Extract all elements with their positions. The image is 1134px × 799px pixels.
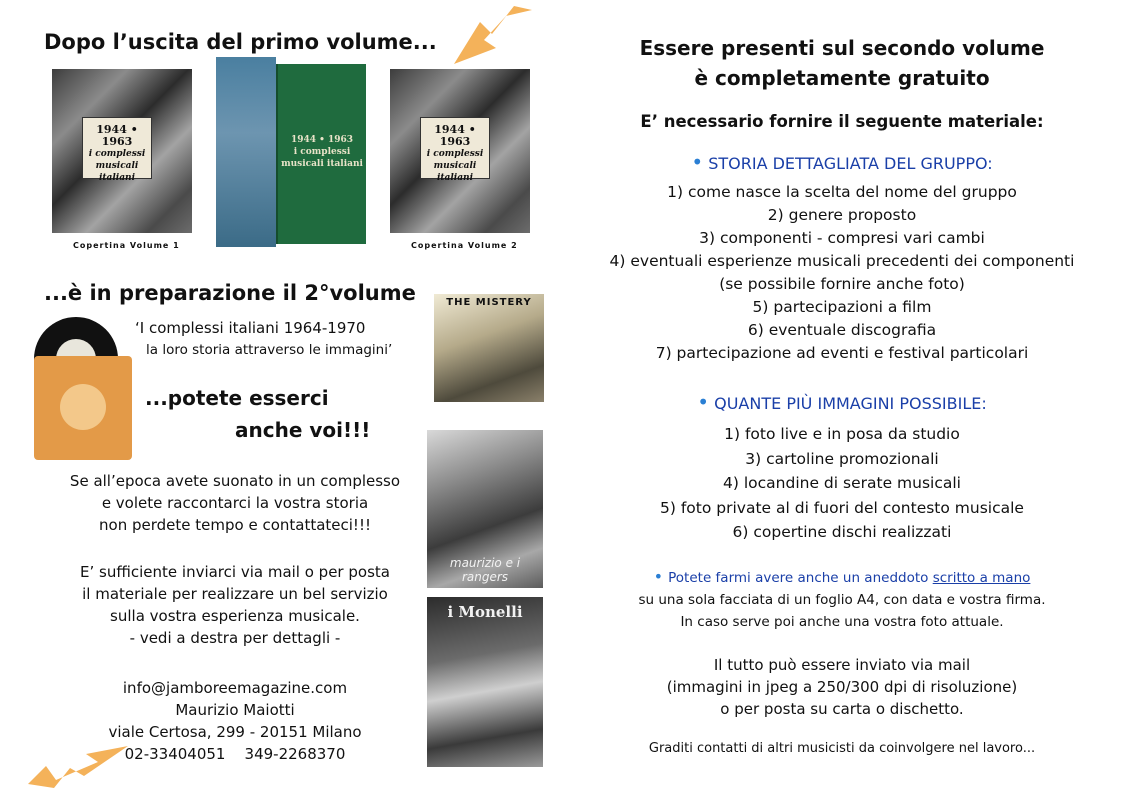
contact-address: viale Certosa, 299 - 20151 Milano <box>108 723 362 741</box>
arrow-icon <box>24 740 134 792</box>
list-item: 3) componenti - compresi vari cambi <box>699 229 985 247</box>
contact-phones: 02-33404051 349-2268370 <box>124 745 346 763</box>
vol2-subtitle: la loro storia attraverso le immagini’ <box>146 342 393 358</box>
right-title: Essere presenti sul secondo volume è completamente gratuito <box>639 36 1045 90</box>
list-item: 3) cartoline promozionali <box>745 449 939 468</box>
list-item: 2) genere proposto <box>767 206 917 224</box>
list-item: 5) foto private al di fuori del contesto musicale <box>660 498 1024 517</box>
bullet-icon: • <box>691 150 704 174</box>
closing-line: Graditi contatti di altri musicisti da coinvolgere nel lavoro... <box>648 741 1036 756</box>
section-history-heading: • STORIA DETTAGLIATA DEL GRUPPO: <box>691 150 993 174</box>
list-item: 7) partecipazione ad eventi e festival particolari <box>655 344 1029 362</box>
cover-1-caption: Copertina Volume 1 <box>73 241 180 250</box>
list-item: 4) eventuali esperienze musicali precedenti dei componenti <box>609 252 1075 270</box>
contact-name: Maurizio Maiotti <box>175 701 295 719</box>
list-item: 6) eventuale discografia <box>747 321 937 339</box>
list-item: 6) copertine dischi realizzati <box>732 523 952 541</box>
band-photo-monelli: i Monelli <box>427 597 543 767</box>
record-sleeve <box>34 356 132 460</box>
band-photo-mistery: THE MISTERY <box>434 294 544 402</box>
cover-2-caption: Copertina Volume 2 <box>411 241 518 250</box>
vol2-title: ‘I complessi italiani 1964-1970 <box>135 319 366 337</box>
section-history-list <box>582 181 1102 365</box>
list-item: 1) come nasce la scelta del nome del gruppo <box>667 183 1017 201</box>
section-images-list <box>582 422 1102 545</box>
sending-info: Il tutto può essere inviato via mail (immagini in jpeg a 250/300 dpi di risoluzione) o per posta su carta o dischetto. <box>666 656 1018 718</box>
box-spine <box>216 57 276 247</box>
list-item: 5) partecipazioni a film <box>752 298 932 316</box>
requirements-intro: E’ necessario fornire il seguente materiale: <box>640 112 1044 131</box>
list-item: 4) locandine di serate musicali <box>723 474 961 492</box>
left-title: Dopo l’uscita del primo volume... <box>44 30 437 54</box>
list-item: 1) foto live e in posa da studio <box>724 425 960 443</box>
bullet-icon: • <box>697 390 710 414</box>
bullet-icon: • <box>653 567 664 586</box>
intro-paragraph: Se all’epoca avete suonato in un complesso e volete raccontarci la vostra storia non perdete tempo e contattateci!!! <box>69 472 401 534</box>
contact-email[interactable]: info@jamboreemagazine.com <box>122 679 348 697</box>
arrow-icon <box>440 4 540 74</box>
cta-line-2: anche voi!!! <box>235 418 371 442</box>
prep-heading: ...è in preparazione il 2°volume <box>44 281 416 305</box>
anecdote-block: • Potete farmi avere anche un aneddoto scritto a mano su una sola facciata di un foglio A4, con data e vostra firma. In caso serve poi anche una vostra foto attuale. <box>638 567 1046 630</box>
box-set: 1944 • 1963 i complessi musicali italiani <box>276 64 366 244</box>
list-item: (se possibile fornire anche foto) <box>719 275 965 293</box>
cta-line-1: ...potete esserci <box>145 386 329 410</box>
cover-volume-2: 1944 • 1963 i complessi musicali italiani <box>390 69 530 233</box>
band-photo-rangers: maurizio e i rangers <box>427 430 543 588</box>
instructions-paragraph: E’ sufficiente inviarci via mail o per posta il materiale per realizzare un bel servizio sulla vostra esperienza musicale. - vedi a destra per dettagli - <box>80 563 390 647</box>
handwritten-link: scritto a mano <box>932 570 1031 586</box>
cover-volume-1: 1944 • 1963 i complessi musicali italiani <box>52 69 192 233</box>
section-images-heading: • QUANTE PIÙ IMMAGINI POSSIBILE: <box>697 390 987 414</box>
